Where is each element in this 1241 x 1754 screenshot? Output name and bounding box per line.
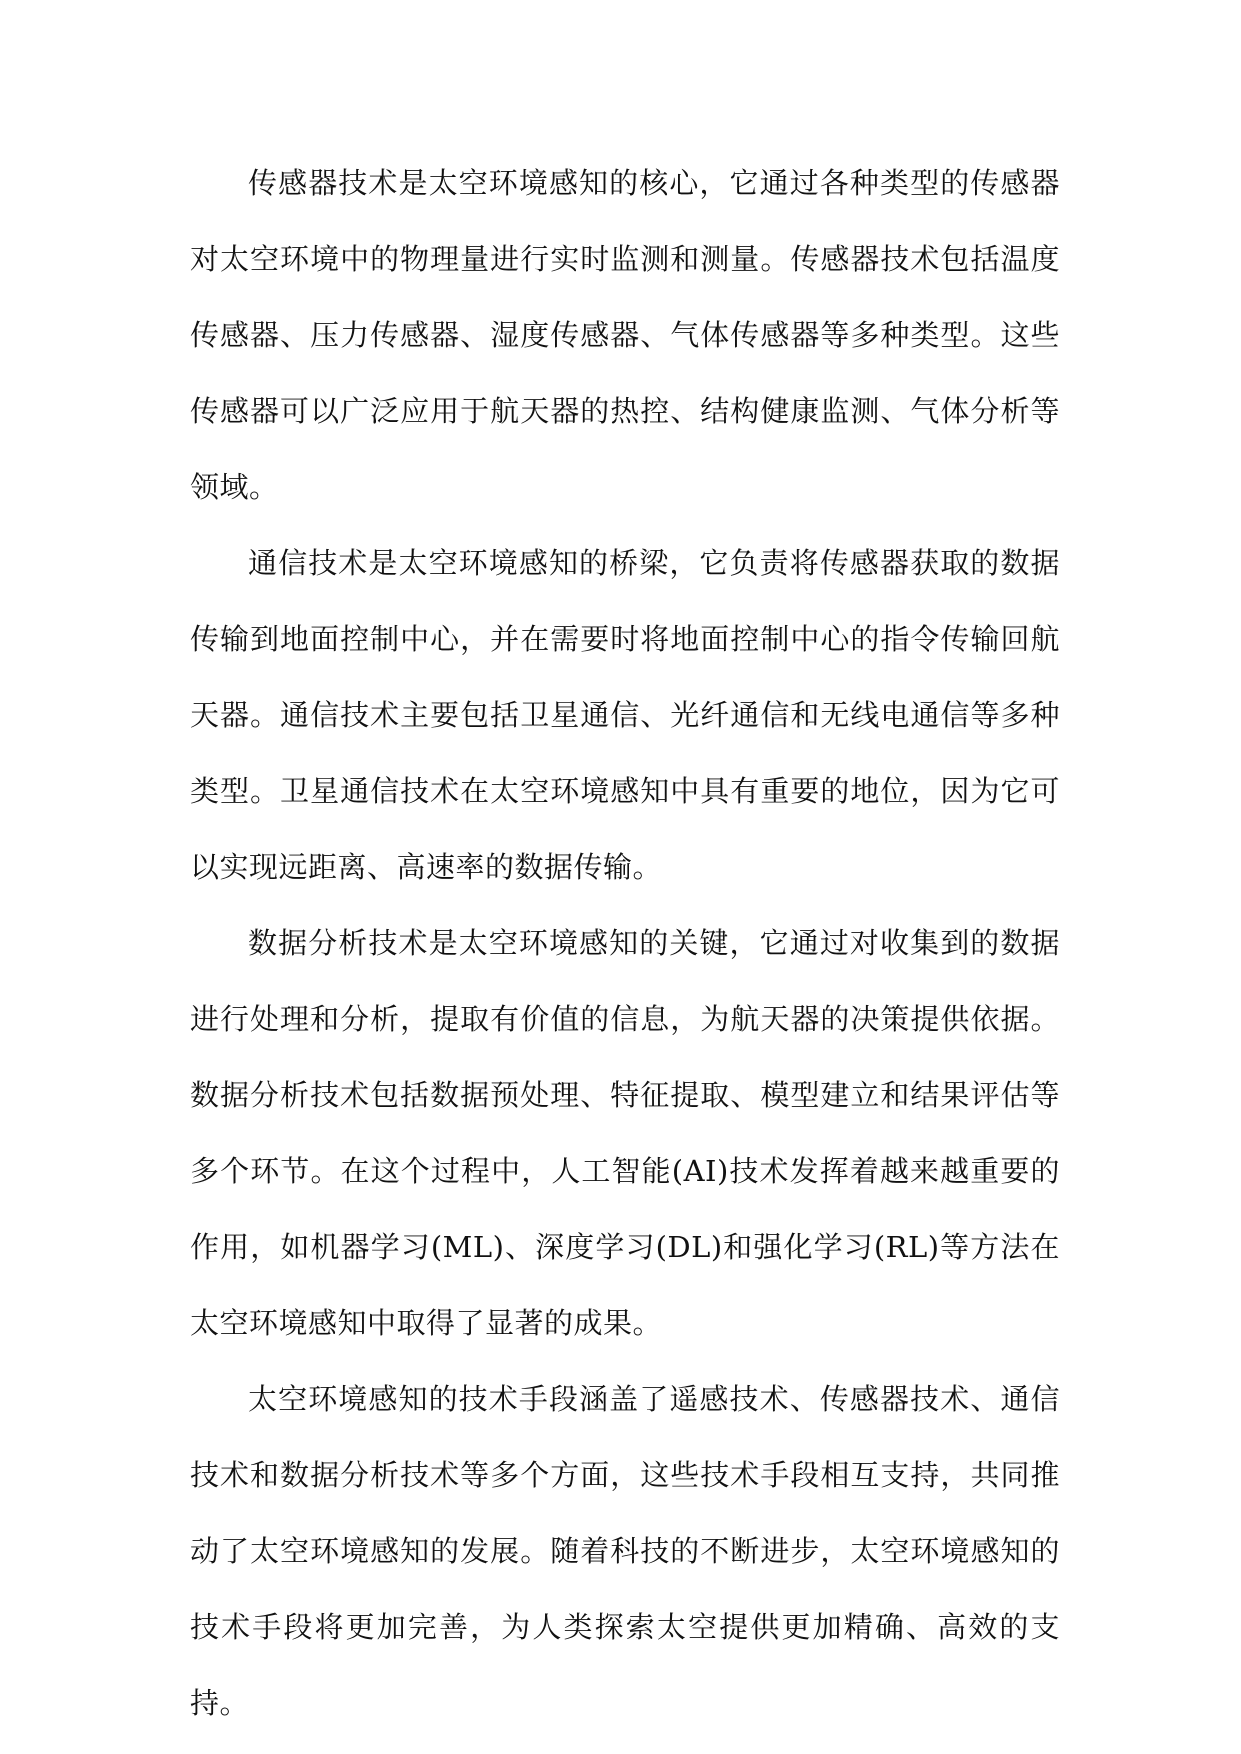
paragraph-summary: 太空环境感知的技术手段涵盖了遥感技术、传感器技术、通信技术和数据分析技术等多个方面，这些技术手段相互支持，共同推动了太空环境感知的发展。随着科技的不断进步，太空环境感知的技术手段将更加完善，为人类探索太空提供更加精确、高效的支持。 — [190, 1382, 1060, 1720]
paragraph-communication-technology: 通信技术是太空环境感知的桥梁，它负责将传感器获取的数据传输到地面控制中心，并在需要时将地面控制中心的指令传输回航天器。通信技术主要包括卫星通信、光纤通信和无线电通信等多种类型。卫星通信技术在太空环境感知中具有重要的地位，因为它可以实现远距离、高速率的数据传输。 — [190, 546, 1060, 884]
paragraph-sensor-technology: 传感器技术是太空环境感知的核心，它通过各种类型的传感器对太空环境中的物理量进行实时监测和测量。传感器技术包括温度传感器、压力传感器、湿度传感器、气体传感器等多种类型。这些传感器可以广泛应用于航天器的热控、结构健康监测、气体分析等领域。 — [190, 166, 1060, 504]
paragraph-data-analysis-technology: 数据分析技术是太空环境感知的关键，它通过对收集到的数据进行处理和分析，提取有价值的信息，为航天器的决策提供依据。数据分析技术包括数据预处理、特征提取、模型建立和结果评估等多个环节。在这个过程中，人工智能(AI)技术发挥着越来越重要的作用，如机器学习(ML)、深度学习(DL)和强化学习(RL)等方法在太空环境感知中取得了显著的成果。 — [190, 926, 1060, 1340]
document-body — [190, 145, 1060, 1741]
